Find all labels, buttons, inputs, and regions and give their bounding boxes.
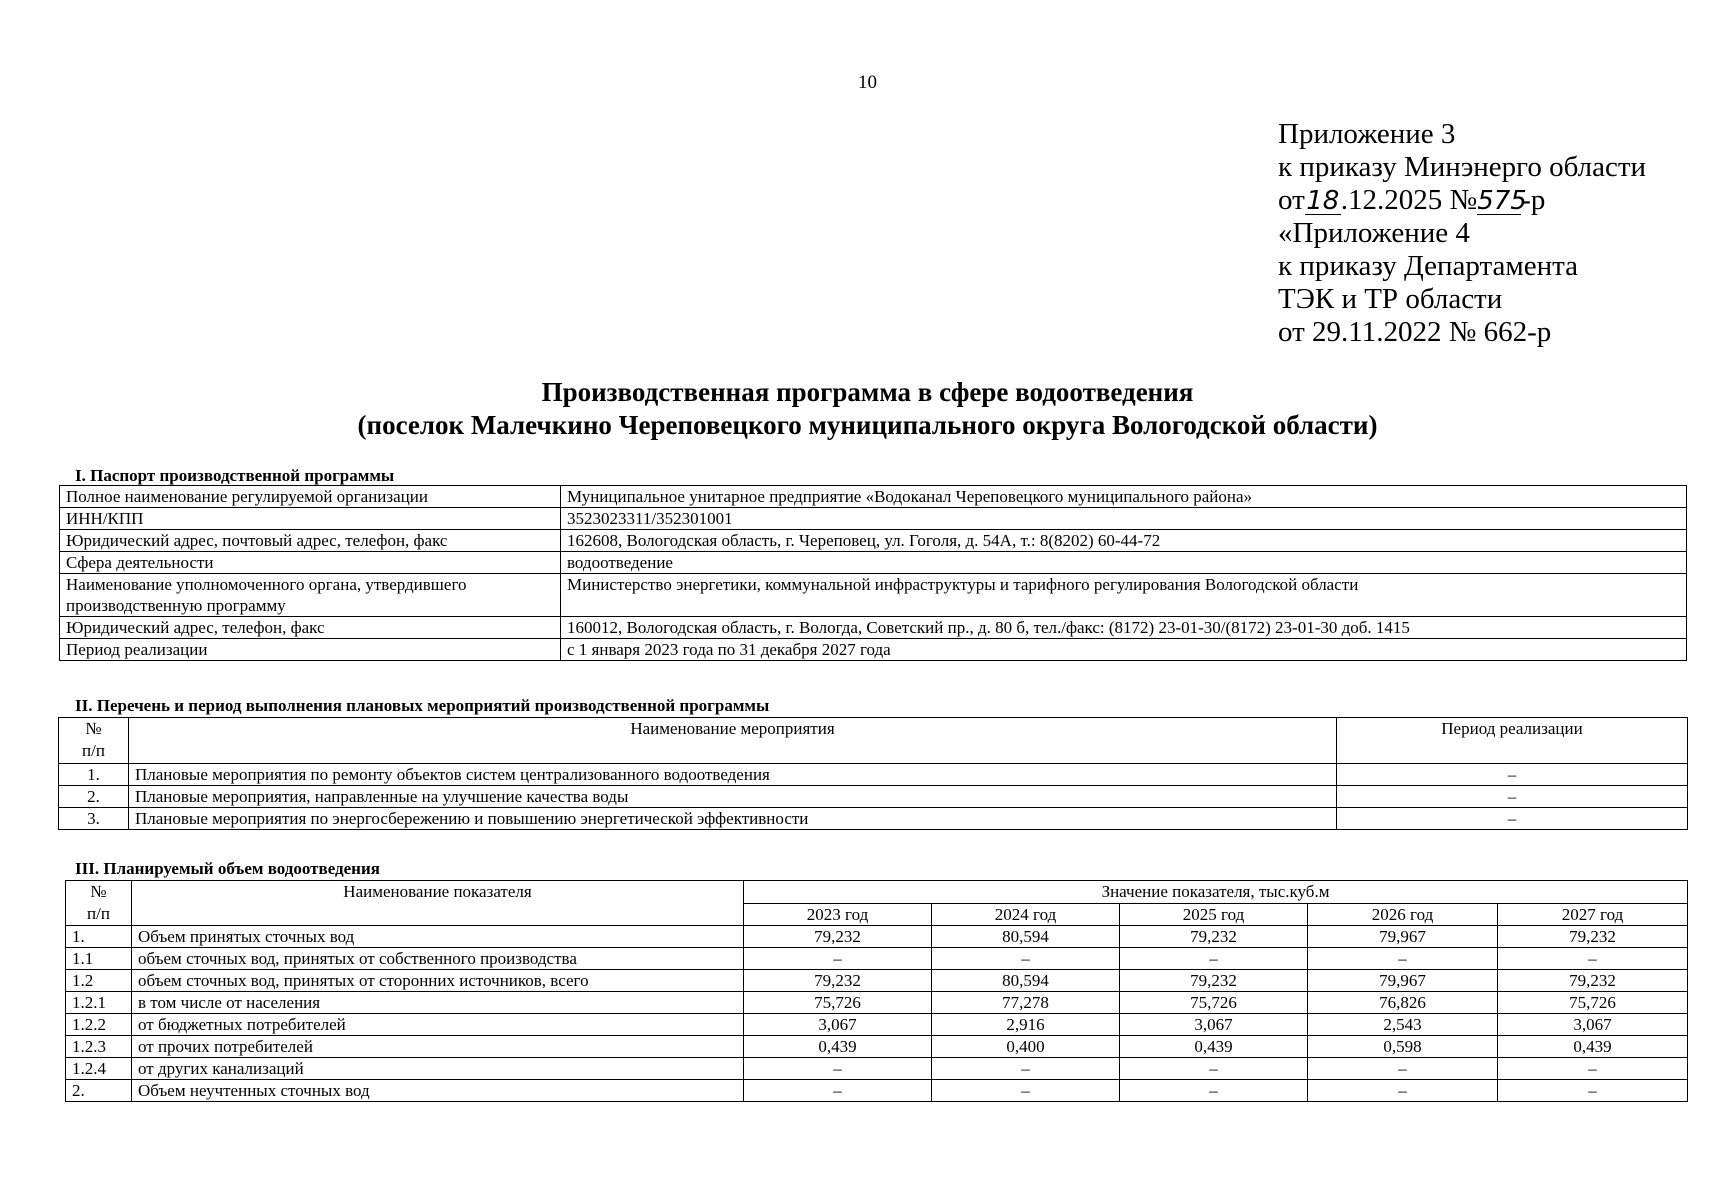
section-heading-passport: I. Паспорт производственной программы [75, 466, 395, 485]
volume-value: – [1120, 948, 1308, 970]
volume-value: 79,967 [1308, 970, 1498, 992]
activity-row [59, 764, 1688, 786]
volume-indicator: Объем принятых сточных вод [132, 926, 744, 948]
passport-value: 3523023311/352301001 [561, 508, 1687, 530]
volume-indicator: от прочих потребителей [132, 1036, 744, 1058]
volume-value: 79,967 [1308, 926, 1498, 948]
activity-row [59, 786, 1688, 808]
volume-table [65, 880, 1688, 1102]
volume-value: – [1120, 1080, 1308, 1102]
volume-num: 1.1 [66, 948, 132, 970]
appendix-block [1278, 118, 1646, 349]
volume-value: – [1498, 1058, 1688, 1080]
passport-row [60, 530, 1687, 552]
volume-indicator: Объем неучтенных сточных вод [132, 1080, 744, 1102]
appendix-line: Приложение 3 [1278, 118, 1456, 150]
volume-value: 79,232 [1120, 926, 1308, 948]
activities-table [58, 717, 1688, 830]
passport-value: 162608, Вологодская область, г. Череповец, ул. Гоголя, д. 54А, т.: 8(8202) 60-44-72 [561, 530, 1687, 552]
passport-row [60, 508, 1687, 530]
volume-row [66, 992, 1688, 1014]
passport-value: 160012, Вологодская область, г. Вологда, Советский пр., д. 80 б, тел./факс: (8172) 23-01-30/(8172) 23-01-30 доб. 1415 [561, 617, 1687, 639]
volume-value: 0,598 [1308, 1036, 1498, 1058]
passport-label: Юридический адрес, почтовый адрес, телефон, факс [60, 530, 561, 552]
volume-value: 77,278 [932, 992, 1120, 1014]
appendix-line: «Приложение 4 [1278, 217, 1470, 249]
activity-num: 2. [59, 786, 129, 808]
volume-num: 1.2 [66, 970, 132, 992]
order-number-suffix: -р [1521, 184, 1546, 216]
volume-indicator: от других канализаций [132, 1058, 744, 1080]
volume-value: – [1498, 948, 1688, 970]
volume-value: – [1308, 1080, 1498, 1102]
volume-value: – [1308, 948, 1498, 970]
volume-value: 0,439 [1120, 1036, 1308, 1058]
passport-value: Муниципальное унитарное предприятие «Водоканал Череповецкого муниципального района» [561, 486, 1687, 508]
header-period: Период реализации [1337, 718, 1688, 764]
passport-label: Наименование уполномоченного органа, утвердившего производственную программу [60, 574, 561, 617]
volume-indicator: от бюджетных потребителей [132, 1014, 744, 1036]
activity-name: Плановые мероприятия по энергосбережению и повышению энергетической эффективности [129, 808, 1337, 830]
year-header: 2027 год [1498, 903, 1688, 926]
section-heading-activities: II. Перечень и период выполнения плановых мероприятий производственной программы [75, 696, 770, 715]
appendix-order-line [1278, 184, 1646, 217]
volume-row [66, 1058, 1688, 1080]
volume-value: 2,916 [932, 1014, 1120, 1036]
appendix-line: к приказу Департамента [1278, 250, 1579, 282]
volume-indicator: в том числе от населения [132, 992, 744, 1014]
document-title [0, 376, 1735, 442]
volume-value: 80,594 [932, 970, 1120, 992]
volume-row [66, 948, 1688, 970]
volume-value: 75,726 [744, 992, 932, 1014]
volume-value: – [932, 1080, 1120, 1102]
volume-num: 1. [66, 926, 132, 948]
year-header: 2025 год [1120, 903, 1308, 926]
activity-num: 1. [59, 764, 129, 786]
activity-period: – [1337, 808, 1688, 830]
volume-value: 75,726 [1120, 992, 1308, 1014]
activity-period: – [1337, 764, 1688, 786]
year-header: 2024 год [932, 903, 1120, 926]
volume-num: 1.2.4 [66, 1058, 132, 1080]
passport-value: водоотведение [561, 552, 1687, 574]
volume-value: 79,232 [1498, 926, 1688, 948]
volume-value: – [744, 1080, 932, 1102]
volume-value: 3,067 [1498, 1014, 1688, 1036]
passport-row [60, 552, 1687, 574]
volume-value: – [1308, 1058, 1498, 1080]
header-indicator-values: Значение показателя, тыс.куб.м [744, 881, 1688, 904]
passport-label: Юридический адрес, телефон, факс [60, 617, 561, 639]
volume-value: – [744, 948, 932, 970]
activity-name: Плановые мероприятия по ремонту объектов систем централизованного водоотведения [129, 764, 1337, 786]
year-header: 2023 год [744, 903, 932, 926]
passport-value: с 1 января 2023 года по 31 декабря 2027 года [561, 639, 1687, 661]
activity-name: Плановые мероприятия, направленные на улучшение качества воды [129, 786, 1337, 808]
volume-value: 0,439 [744, 1036, 932, 1058]
page-number: 10 [858, 72, 877, 93]
volume-value: 79,232 [1498, 970, 1688, 992]
handwritten-order-number: 575 [1477, 186, 1527, 216]
title-subline: (поселок Малечкино Череповецкого муниципального округа Вологодской области) [357, 410, 1378, 440]
order-date-mid: .12.2025 № [1340, 184, 1478, 216]
volume-value: 3,067 [744, 1014, 932, 1036]
passport-row [60, 574, 1687, 617]
volume-num: 2. [66, 1080, 132, 1102]
passport-label: Период реализации [60, 639, 561, 661]
activity-row [59, 808, 1688, 830]
volume-value: 75,726 [1498, 992, 1688, 1014]
volume-value: – [1498, 1080, 1688, 1102]
header-activity-name: Наименование мероприятия [129, 718, 1337, 764]
passport-row [60, 486, 1687, 508]
volume-value: 79,232 [744, 926, 932, 948]
passport-value: Министерство энергетики, коммунальной инфраструктуры и тарифного регулирования Вологодской области [561, 574, 1687, 617]
passport-row [60, 617, 1687, 639]
volume-value: 3,067 [1120, 1014, 1308, 1036]
activity-num: 3. [59, 808, 129, 830]
volume-value: 79,232 [1120, 970, 1308, 992]
volume-row [66, 1036, 1688, 1058]
volume-value: 0,400 [932, 1036, 1120, 1058]
passport-label: Полное наименование регулируемой организации [60, 486, 561, 508]
appendix-line: к приказу Минэнерго области [1278, 151, 1647, 183]
volume-value: 80,594 [932, 926, 1120, 948]
volume-value: – [1120, 1058, 1308, 1080]
activity-period: – [1337, 786, 1688, 808]
appendix-line: от 29.11.2022 № 662-р [1278, 316, 1552, 348]
order-date-prefix: от [1278, 184, 1305, 216]
volume-indicator: объем сточных вод, принятых от сторонних источников, всего [132, 970, 744, 992]
volume-value: – [932, 948, 1120, 970]
header-indicator-name: Наименование показателя [132, 881, 744, 926]
volume-row [66, 1014, 1688, 1036]
volume-num: 1.2.3 [66, 1036, 132, 1058]
volume-value: 0,439 [1498, 1036, 1688, 1058]
title-line: Производственная программа в сфере водоотведения [541, 377, 1194, 407]
volume-value: – [932, 1058, 1120, 1080]
volume-num: 1.2.2 [66, 1014, 132, 1036]
header-num: № п/п [59, 718, 129, 764]
volume-row [66, 970, 1688, 992]
volume-num: 1.2.1 [66, 992, 132, 1014]
passport-row [60, 639, 1687, 661]
section-heading-volume: III. Планируемый объем водоотведения [75, 859, 380, 878]
volume-row [66, 926, 1688, 948]
volume-indicator: объем сточных вод, принятых от собственного производства [132, 948, 744, 970]
header-num: № п/п [66, 881, 132, 926]
volume-value: – [744, 1058, 932, 1080]
passport-label: Сфера деятельности [60, 552, 561, 574]
volume-value: 79,232 [744, 970, 932, 992]
passport-table [59, 485, 1687, 661]
appendix-line: ТЭК и ТР области [1278, 283, 1503, 315]
year-header: 2026 год [1308, 903, 1498, 926]
volume-value: 76,826 [1308, 992, 1498, 1014]
passport-label: ИНН/КПП [60, 508, 561, 530]
volume-row [66, 1080, 1688, 1102]
volume-value: 2,543 [1308, 1014, 1498, 1036]
handwritten-day: 18 [1306, 186, 1340, 216]
